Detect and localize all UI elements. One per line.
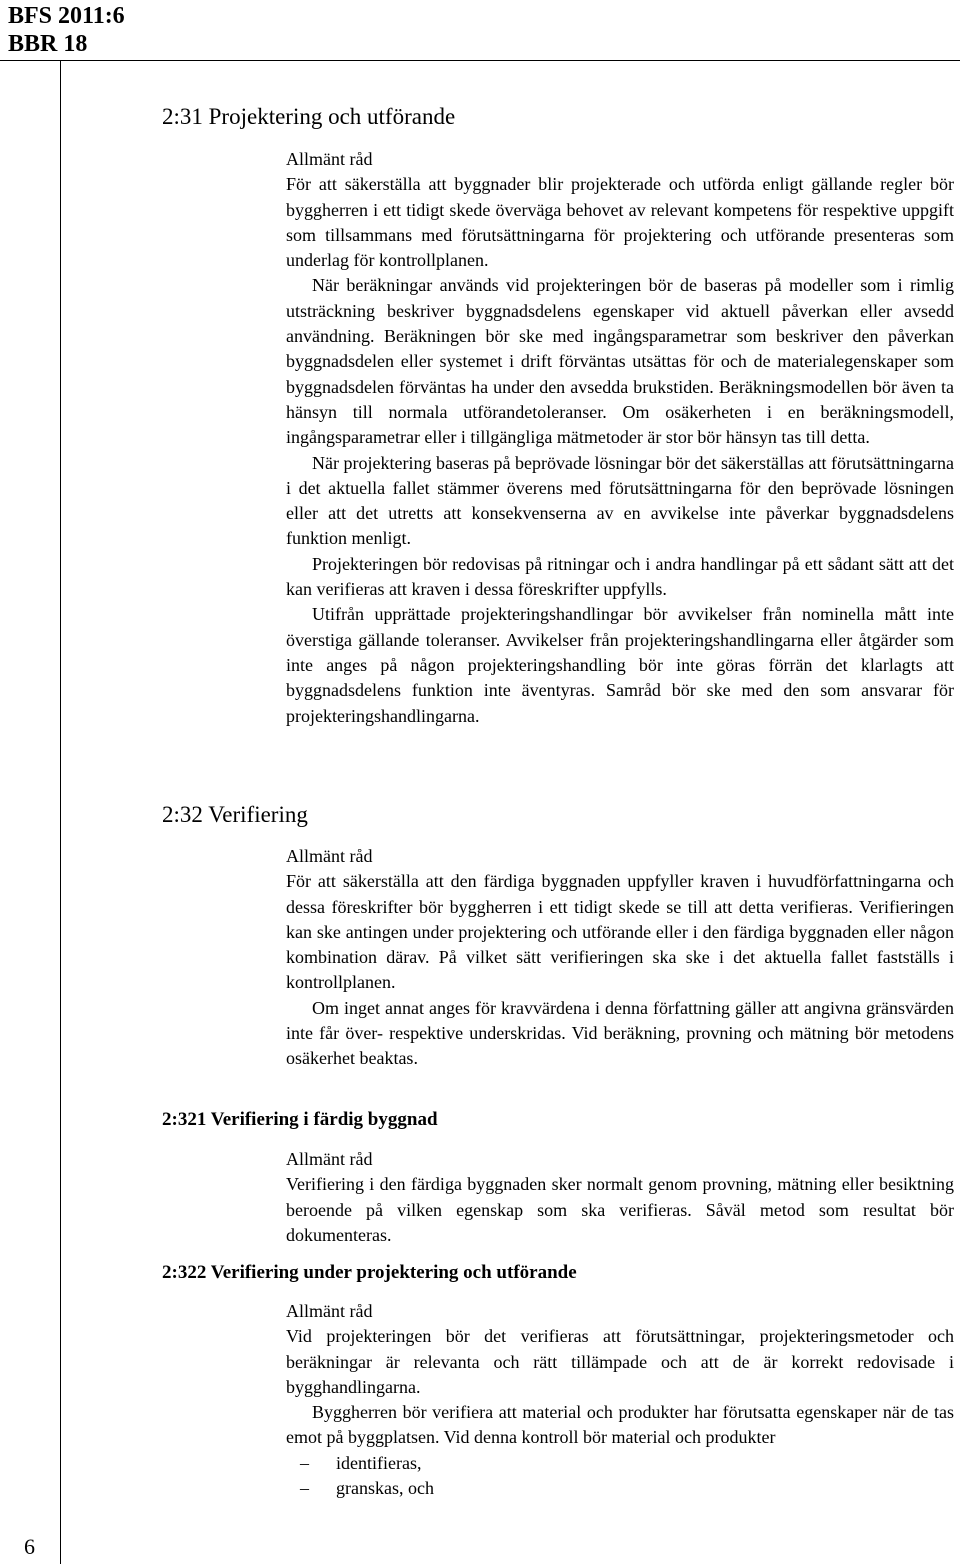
paragraph: Byggherren bör verifiera att material och produkter har förutsatta egenskaper när de tas emot på byggplatsen. Vid denna kontroll bör material och produkter: [286, 1402, 954, 1448]
paragraph: När beräkningar används vid projekteringen bör de baseras på modeller som i rimlig utsträckning beskriver byggnadsdelens egenskaper vid aktuell påverkan eller avsedd användning. Beräkningen bör ske med ingångsparametrar som beskriver den påverkan byggnadsdelen eller systemet i drift förväntas utsättas för och de materialegenskaper som byggnadsdelen förväntas ha under den avsedda brukstiden. Beräkningsmodellen bör även ta hänsyn till normala utförandetoleranser. Om osäkerheten i en beräkningsmodell, ingångsparametrar eller i tillgängliga mätmetoder är stor bör hänsyn tas till detta.: [286, 275, 954, 448]
list-item-text: identifieras,: [336, 1452, 422, 1473]
paragraph: När projektering baseras på beprövade lösningar bör det säkerställas att förutsättningarna i det aktuella fallet stämmer överens med förutsättningarna för den beprövade lösningen eller att det utretts att konsekvenserna av en avvikelse inte påverkar byggnadsdelens funktion menligt.: [286, 452, 954, 549]
paragraph: Utifrån upprättade projekteringshandlingar bör avvikelser från nominella mått inte överstiga gällande toleranser. Avvikelser från projekteringshandlingarna eller åtgärder som inte anges på någon projekteringshandling bör inte göras förrän det klarlagts att byggnadsdelens funktion inte äventyras. Samråd bör ske med den som ansvarar för projekteringshandlingarna.: [286, 604, 954, 726]
section-body-2-31: [286, 147, 954, 729]
header-bbr: BBR 18: [8, 31, 88, 57]
section-heading-2-31: 2:31 Projektering och utförande: [162, 104, 456, 129]
dash-list: [286, 1451, 954, 1502]
paragraph: Om inget annat anges för kravvärdena i denna författning gäller att angivna gränsvärden inte får över- respektive underskridas. Vid beräkning, provning och mätning bör metodens osäkerhet beaktas.: [286, 997, 954, 1069]
list-item: [286, 1451, 954, 1476]
section-heading-2-321: 2:321 Verifiering i färdig byggnad: [162, 1109, 438, 1130]
dash-bullet: –: [300, 1478, 309, 1499]
list-item: [286, 1476, 954, 1501]
advice-label: Allmänt råd: [286, 846, 373, 866]
header-rule: [0, 60, 960, 61]
margin-rule: [60, 61, 61, 1564]
list-item-text: granskas, och: [336, 1478, 434, 1499]
advice-label: Allmänt råd: [286, 149, 373, 169]
paragraph: För att säkerställa att byggnader blir projekterade och utförda enligt gällande regler bör byggherren i ett tidigt skede överväga behovet av relevant kompetens för respektive uppgift som tillsammans med förutsättningarna för projektering och utförande presenteras som underlag för kontrollplanen.: [286, 174, 954, 271]
page-number: 6: [24, 1534, 35, 1559]
paragraph: För att säkerställa att den färdiga byggnaden uppfyller kraven i huvudförfattningarna och dessa föreskrifter bör byggherren i ett tidigt skede se till att detta verifieras. Verifieringen kan ske antingen under projektering och utförande eller i den färdiga byggnaden eller någon kombination därav. På vilket sätt verifieringen ska ske i det aktuella fallet fastställs i kontrollplanen.: [286, 871, 954, 993]
section-heading-2-322: 2:322 Verifiering under projektering och utförande: [162, 1262, 577, 1283]
section-body-2-322: [286, 1299, 954, 1501]
advice-label: Allmänt råd: [286, 1149, 373, 1169]
section-body-2-32: [286, 844, 954, 1072]
section-heading-2-32: 2:32 Verifiering: [162, 802, 308, 827]
dash-bullet: –: [300, 1452, 309, 1473]
paragraph: Verifiering i den färdiga byggnaden sker normalt genom provning, mätning eller besiktning beroende på vilken egenskap som ska verifieras. Såväl metod som resultat bör dokumenteras.: [286, 1174, 954, 1245]
document-header: [8, 2, 125, 58]
advice-label: Allmänt råd: [286, 1301, 373, 1321]
header-bfs: BFS 2011:6: [8, 3, 125, 29]
section-body-2-321: [286, 1147, 954, 1248]
paragraph: Projekteringen bör redovisas på ritningar och i andra handlingar på ett sådant sätt att det kan verifieras att kraven i dessa föreskrifter uppfylls.: [286, 553, 954, 600]
paragraph: Vid projekteringen bör det verifieras att förutsättningar, projekteringsmetoder och beräkningar är relevanta och rätt tillämpade och att de är korrekt redovisade i bygghandlingarna.: [286, 1326, 954, 1397]
